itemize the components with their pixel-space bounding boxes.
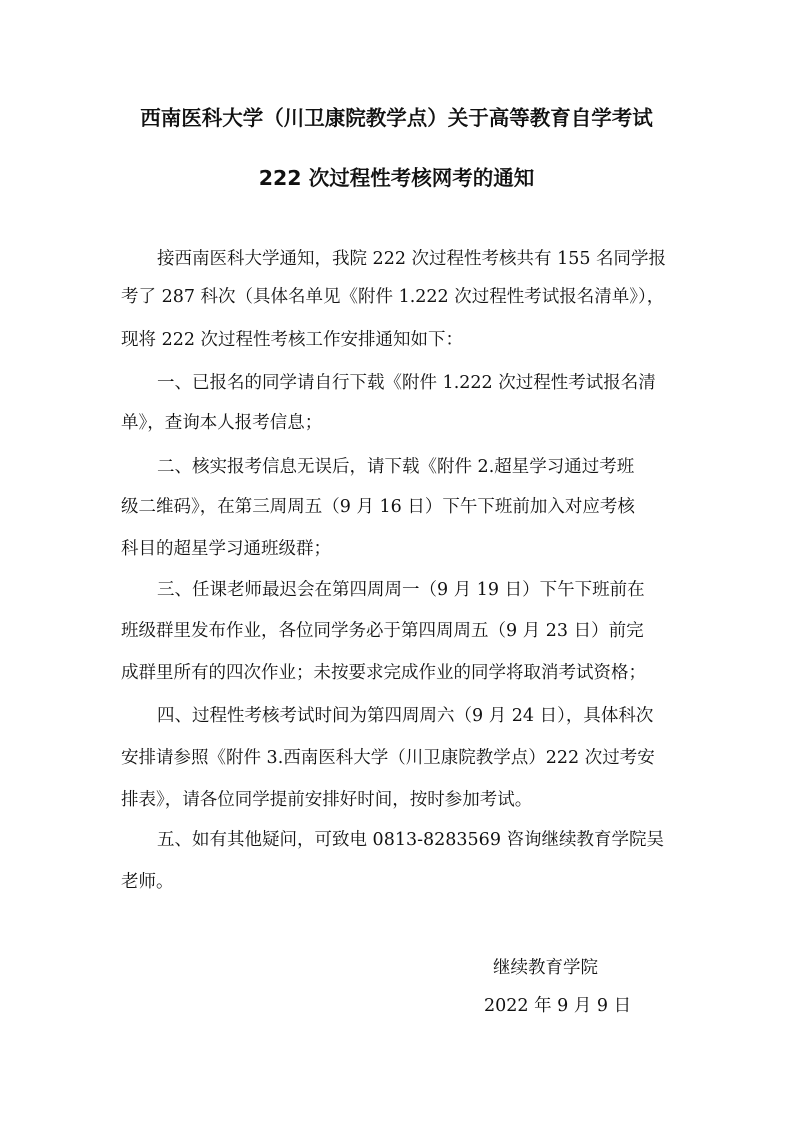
paragraph-line: 考了 287 科次（具体名单见《附件 1.222 次过程性考试报名清单》），	[121, 287, 665, 307]
paragraph-line: 班级群里发布作业，各位同学务必于第四周周五（9 月 23 日）前完	[121, 621, 644, 641]
paragraph-line: 级二维码》，在第三周周五（9 月 16 日）下午下班前加入对应考核	[121, 497, 635, 517]
paragraph-line: 三、任课老师最迟会在第四周周一（9 月 19 日）下午下班前在	[157, 580, 645, 600]
signature-date: 2022 年 9 月 9 日	[484, 996, 632, 1016]
paragraph-line: 现将 222 次过程性考核工作安排通知如下：	[121, 330, 464, 350]
paragraph-line: 科目的超星学习通班级群；	[121, 539, 331, 559]
notice-title-line-1: 西南医科大学（川卫康院教学点）关于高等教育自学考试	[140, 106, 653, 130]
paragraph-line: 老师。	[121, 872, 174, 892]
paragraph-line: 接西南医科大学通知，我院 222 次过程性考核共有 155 名同学报	[157, 249, 667, 269]
notice-title-line-2: 222 次过程性考核网考的通知	[258, 166, 535, 190]
paragraph-line: 四、过程性考核考试时间为第四周周六（9 月 24 日），具体科次	[157, 706, 654, 726]
paragraph-line: 一、已报名的同学请自行下载《附件 1.222 次过程性考试报名清	[157, 373, 656, 393]
paragraph-line: 五、如有其他疑问，可致电 0813-8283569 咨询继续教育学院吴	[157, 830, 665, 850]
paragraph-line: 单》，查询本人报考信息；	[121, 413, 323, 433]
paragraph-line: 二、核实报考信息无误后，请下载《附件 2.超星学习通过考班	[157, 457, 635, 477]
signature-organization: 继续教育学院	[493, 958, 598, 978]
paragraph-line: 排表》，请各位同学提前安排好时间，按时参加考试。	[121, 790, 533, 810]
paragraph-line: 成群里所有的四次作业；未按要求完成作业的同学将取消考试资格；	[121, 663, 646, 683]
paragraph-line: 安排请参照《附件 3.西南医科大学（川卫康院教学点）222 次过考安	[121, 748, 655, 768]
